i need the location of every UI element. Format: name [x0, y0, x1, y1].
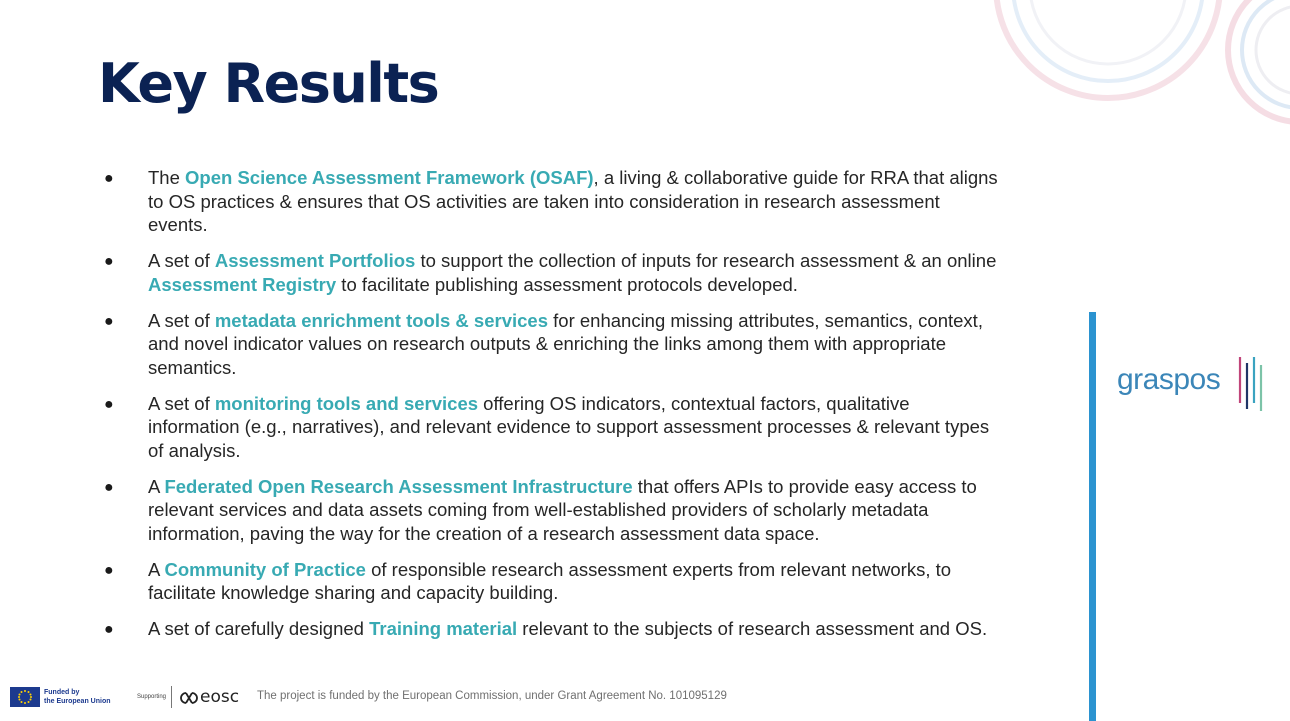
bullet-text: A: [148, 475, 165, 497]
bullet-text: to facilitate publishing assessment protocols developed.: [336, 273, 798, 295]
bullet-text: A set of carefully designed: [148, 618, 370, 639]
bullet-dot-icon: ●: [104, 312, 114, 330]
bullet-text: A set of: [148, 309, 215, 331]
bullet-text: The: [148, 167, 186, 188]
footer: [10, 686, 810, 710]
bullet-text: , a living & collaborative guide for RRA that aligns to OS practices & ensures that OS activities are taken into consideration in research assessment events.: [148, 167, 998, 235]
highlighted-term: Assessment Registry: [148, 273, 337, 295]
slide-title: Key Results: [98, 52, 439, 115]
bullet-item: [104, 249, 1004, 296]
bullet-dot-icon: ●: [104, 253, 114, 270]
eosc-logo-text: eosc: [200, 687, 240, 707]
eu-stars-icon: [10, 687, 40, 707]
bullet-dot-icon: ●: [104, 170, 114, 187]
bullet-text: relevant to the subjects of research assessment and OS.: [517, 618, 988, 639]
bullet-text: to support the collection of inputs for research assessment & an online: [415, 250, 997, 271]
highlighted-term: metadata enrichment tools & services: [214, 309, 548, 331]
bullet-dot-icon: ●: [104, 621, 114, 638]
bullet-text: A: [148, 558, 165, 580]
bullet-dot-icon: ●: [104, 561, 114, 579]
eu-label-line2: the European Union: [44, 698, 111, 705]
highlighted-term: Federated Open Research Assessment Infrastructure: [164, 475, 633, 497]
bullet-text: that offers APIs to provide easy access to relevant services and data assets coming from well-established providers of scholarly metadata information, paving the way for the creation of a research assessment data space.: [148, 475, 977, 544]
eosc-icon: [177, 688, 201, 708]
key-results-list: [104, 166, 1004, 653]
bullet-dot-icon: ●: [104, 478, 114, 496]
highlighted-term: Community of Practice: [164, 558, 366, 580]
bullet-item: [104, 166, 1004, 237]
bullet-text: for enhancing missing attributes, semantics, context, and novel indicator values on research outputs & enriching the links among them with appropriate semantics.: [148, 309, 983, 378]
bullet-text: A set of: [148, 250, 215, 271]
highlighted-term: Open Science Assessment Framework (OSAF): [185, 167, 594, 188]
graspos-bars-icon: [1237, 355, 1263, 413]
highlighted-term: monitoring tools and services: [214, 392, 479, 414]
bullet-item: [104, 558, 1004, 605]
funding-note: The project is funded by the European Commission, under Grant Agreement No. 101095129: [257, 690, 727, 702]
bullet-item: [104, 617, 1004, 641]
bullet-item: [104, 475, 1004, 546]
bullet-dot-icon: ●: [104, 395, 114, 413]
bullet-item: [104, 392, 1004, 463]
bullet-text: A set of: [148, 392, 215, 414]
eu-funding-label: [44, 688, 111, 706]
supporting-label: Supporting: [137, 694, 167, 700]
eu-flag-icon: [10, 687, 40, 707]
side-accent-bar: [1089, 312, 1096, 721]
footer-divider: [171, 686, 172, 708]
highlighted-term: Training material: [369, 618, 518, 639]
bullet-text: offering OS indicators, contextual factors, qualitative information (e.g., narratives), and relevant evidence to support assessment processes & relevant types of analysis.: [148, 392, 990, 461]
highlighted-term: Assessment Portfolios: [214, 250, 416, 271]
bullet-text: of responsible research assessment experts from relevant networks, to facilitate knowledge sharing and capacity building.: [148, 558, 952, 603]
eu-label-line1: Funded by: [44, 689, 80, 696]
bullet-item: [104, 309, 1004, 380]
graspos-logo-text: graspos: [1117, 363, 1221, 396]
